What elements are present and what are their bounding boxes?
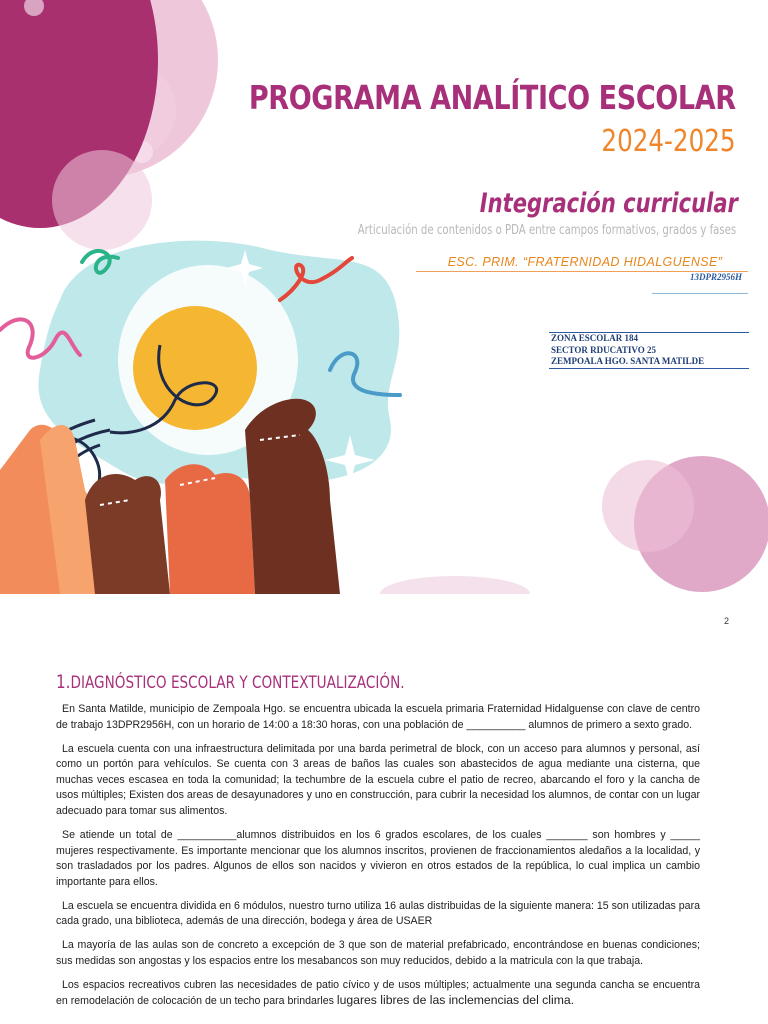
page-number: 2 <box>724 616 730 626</box>
cover-subsubtitle: Articulación de contenidos o PDA entre campos formativos, grados y fases <box>357 223 736 238</box>
bubble <box>52 150 152 250</box>
sun <box>133 306 257 430</box>
section-number: 1. <box>56 671 71 693</box>
school-name: ESC. PRIM. “FRATERNIDAD HIDALGUENSE” <box>447 255 723 269</box>
location-line: ZEMPOALA HGO. SANTA MATILDE <box>551 356 705 366</box>
paragraph <box>56 978 700 1010</box>
zone-line: ZONA ESCOLAR 184 <box>551 333 639 343</box>
pink-blob-bottom <box>380 576 530 594</box>
paragraph-text: Los espacios recreativos cubren las necesidades de patio cívico y de usos múltiples; actualmente una segunda cancha se encuentra en remodelación de colocación de un techo para brindarles <box>56 978 700 1008</box>
cover-title: PROGRAMA ANALÍTICO ESCOLAR <box>249 78 736 117</box>
pink-stripe-left <box>0 259 75 291</box>
paragraph: La escuela se encuentra dividida en 6 módulos, nuestro turno utiliza 16 aulas distribuidas de la siguiente manera: 15 son utilizadas para cada grado, una biblioteca, además de una dirección, bodega y área de USAER <box>56 899 700 928</box>
pink-blob-right-light <box>602 460 694 552</box>
school-cct: 13DPR2956H <box>689 272 742 282</box>
cover-subtitle: Integración curricular <box>479 188 738 219</box>
paragraph: La escuela cuenta con una infraestructura delimitada por una barda perimetral de block, con un acceso para alumnos y personal, así como un portón para vehículos. Se cuenta con 3 areas de baños las cuales son abastecidos de agua mediante una cisterna, que muchas veces escasea en toda la comunidad; la techumbre de la escuela cubre el patio de recreo, abarcando el foro y la cancha de usos múltiples; Existen dos areas de desayunadores y uno en construcción, para cubrir la necesidad los alumnos, de contar con un lugar adecuado para tomar sus alimentos. <box>56 742 700 817</box>
section-title-text: DIAGNÓSTICO ESCOLAR Y CONTEXTUALIZACIÓN. <box>70 673 405 693</box>
sector-line: SECTOR RDUCATIVO 25 <box>551 344 657 355</box>
hand-orange <box>165 464 255 594</box>
hand-brown <box>85 474 170 594</box>
zone-block <box>549 332 749 369</box>
divider <box>652 293 748 294</box>
paragraph: En Santa Matilde, municipio de Zempoala Hgo. se encuentra ubicada la escuela primaria Fraternidad Hidalguense con clave de centro de trabajo 13DPR2956H, con un horario de 14:00 a 18:30 horas, con una población de __________ alumnos de primero a sexto grado. <box>56 703 700 731</box>
body-text <box>56 702 700 1018</box>
paragraph-text-large: lugares libres de las inclemencias del clima. <box>336 993 575 1008</box>
divider <box>549 368 749 369</box>
section-title <box>56 671 405 693</box>
cover-year: 2024-2025 <box>601 124 736 159</box>
paragraph: Se atiende un total de __________alumnos distribuidos en los 6 grados escolares, de los cuales _______ son hombres y _____ mujeres respectivamente. Es importante mencionar que los alumnos inscritos, provienen de fraccionamientos aledaños a la localidad, y son trasladados por los padres. Algunos de ellos son nacidos y vivieron en otros estados de la república, lo cual implica un cambio importante para ellos. <box>56 828 700 888</box>
paragraph: La mayoría de las aulas son de concreto a excepción de 3 que son de material prefabricado, encontrándose en buenas condiciones; sus medidas son angostas y los espacios entre los mesabancos son muy reducidos, debido a la matricula con la que trabaja. <box>56 939 700 967</box>
